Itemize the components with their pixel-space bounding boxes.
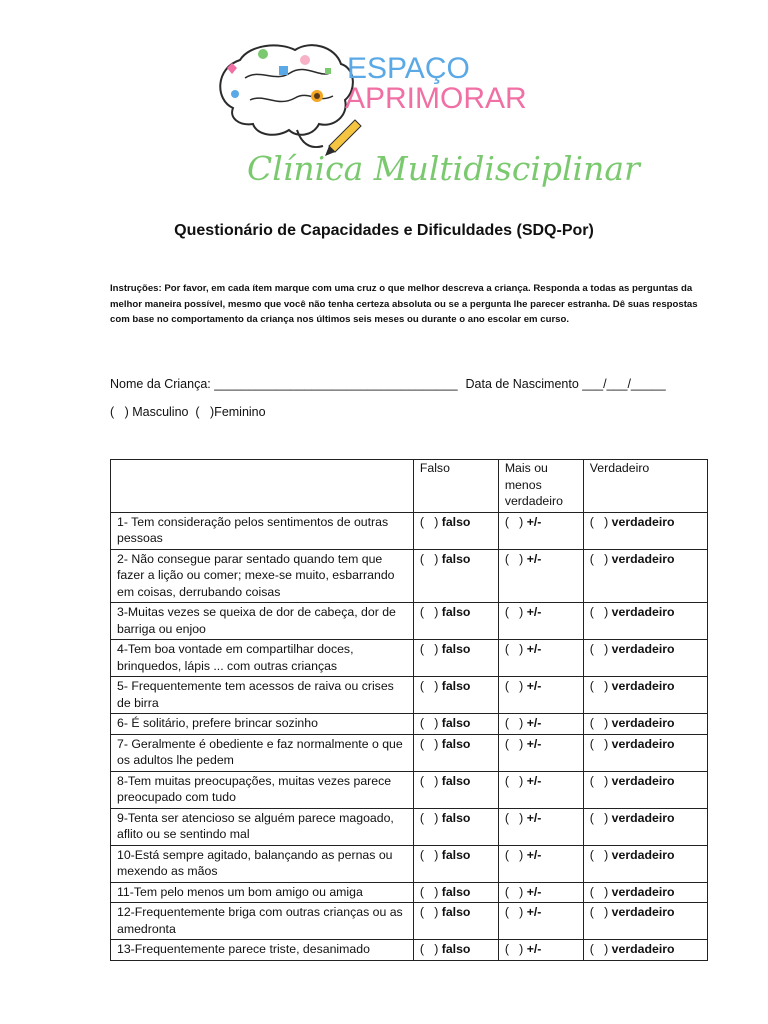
option-verdadeiro-cell: [583, 603, 707, 640]
option-verdadeiro-checkbox[interactable]: [590, 774, 675, 788]
option-verdadeiro-checkbox[interactable]: [590, 885, 675, 899]
option-verdadeiro-checkbox[interactable]: [590, 848, 675, 862]
question-text: 11-Tem pelo menos um bom amigo ou amiga: [111, 882, 414, 903]
option-falso-checkbox[interactable]: [420, 679, 471, 693]
clinic-logo: [205, 38, 640, 206]
option-mais-ou-menos-checkbox[interactable]: [505, 848, 542, 862]
option-falso-cell: [413, 734, 498, 771]
option-verdadeiro-cell: [583, 677, 707, 714]
option-mais-ou-menos-checkbox[interactable]: [505, 716, 542, 730]
instructions-text: Instruções: Por favor, em cada ítem marque com uma cruz o que melhor descreva a criança. Responda a todas as perguntas da melhor maneira possível, mesmo que você não tenha certeza absoluta ou se a pergunta lhe parecer estranha. Dê suas respostas com base no comportamento da criança nos últimos seis meses ou durante o ano escolar em curso.: [110, 283, 698, 325]
option-falso-cell: [413, 903, 498, 940]
option-label: +/-: [526, 810, 542, 825]
brain-logo-graphic: [205, 38, 640, 206]
option-verdadeiro-cell: [583, 512, 707, 549]
question-text: 12-Frequentemente briga com outras crianças ou as amedronta: [111, 903, 414, 940]
option-label: falso: [441, 716, 471, 730]
table-row: [111, 640, 708, 677]
option-falso-checkbox[interactable]: [420, 605, 471, 619]
question-text: 6- É solitário, prefere brincar sozinho: [111, 714, 414, 735]
checkbox-parens: ( ): [589, 773, 609, 788]
option-mais-ou-menos-cell: [498, 845, 583, 882]
checkbox-parens: ( ): [419, 642, 439, 656]
option-mais-ou-menos-checkbox[interactable]: [505, 905, 542, 919]
option-mais-ou-menos-checkbox[interactable]: [505, 811, 542, 825]
option-verdadeiro-checkbox[interactable]: [590, 605, 675, 619]
option-falso-checkbox[interactable]: [420, 737, 471, 751]
checkbox-parens: ( ): [419, 810, 439, 825]
option-label: +/-: [526, 884, 542, 899]
option-verdadeiro-checkbox[interactable]: [590, 737, 675, 751]
option-mais-ou-menos-cell: [498, 903, 583, 940]
option-verdadeiro-cell: [583, 640, 707, 677]
option-mais-ou-menos-checkbox[interactable]: [505, 774, 542, 788]
option-mais-ou-menos-checkbox[interactable]: [505, 515, 542, 529]
option-label: verdadeiro: [611, 551, 675, 566]
option-label: +/-: [526, 905, 542, 919]
option-label: falso: [441, 605, 471, 619]
option-label: +/-: [526, 605, 542, 619]
option-label: verdadeiro: [611, 884, 675, 899]
option-mais-ou-menos-cell: [498, 714, 583, 735]
header-mais-ou-menos: Mais ou menos verdadeiro: [498, 460, 583, 513]
option-label: falso: [441, 847, 471, 862]
option-verdadeiro-checkbox[interactable]: [590, 716, 675, 730]
logo-line1: ESPAÇO: [347, 52, 470, 85]
question-text: 2- Não consegue parar sentado quando tem que fazer a lição ou comer; mexe-se muito, esbarrando em coisas, derrubando coisas: [111, 549, 414, 603]
gender-field[interactable]: ( ) Masculino ( )Feminino: [110, 405, 266, 419]
checkbox-parens: ( ): [589, 942, 609, 956]
option-label: +/-: [526, 514, 542, 529]
question-text: 3-Muitas vezes se queixa de dor de cabeça, dor de barriga ou enjoo: [111, 603, 414, 640]
checkbox-parens: ( ): [504, 810, 524, 825]
option-label: verdadeiro: [611, 514, 675, 529]
option-mais-ou-menos-checkbox[interactable]: [505, 679, 542, 693]
option-label: falso: [441, 642, 471, 656]
option-label: +/-: [526, 773, 542, 788]
option-verdadeiro-checkbox[interactable]: [590, 515, 675, 529]
option-label: +/-: [526, 551, 542, 566]
checkbox-parens: ( ): [504, 884, 524, 899]
table-row: [111, 714, 708, 735]
checkbox-parens: ( ): [589, 810, 609, 825]
option-mais-ou-menos-cell: [498, 940, 583, 961]
checkbox-parens: ( ): [504, 905, 524, 919]
table-header-row: [111, 460, 708, 513]
option-label: falso: [441, 942, 471, 956]
checkbox-parens: ( ): [419, 773, 439, 788]
table-row: [111, 603, 708, 640]
page-title: Questionário de Capacidades e Dificuldades (SDQ-Por): [174, 222, 594, 239]
checkbox-parens: ( ): [504, 847, 524, 862]
header-falso: Falso: [413, 460, 498, 513]
logo-line2: APRIMORAR: [345, 82, 527, 115]
option-verdadeiro-checkbox[interactable]: [590, 679, 675, 693]
option-label: verdadeiro: [611, 736, 675, 751]
option-label: falso: [441, 514, 471, 529]
checkbox-parens: ( ): [589, 605, 609, 619]
option-verdadeiro-cell: [583, 714, 707, 735]
checkbox-parens: ( ): [419, 736, 439, 751]
option-mais-ou-menos-cell: [498, 549, 583, 603]
option-falso-checkbox[interactable]: [420, 642, 471, 656]
option-falso-cell: [413, 808, 498, 845]
option-label: verdadeiro: [611, 942, 675, 956]
table-row: [111, 512, 708, 549]
option-mais-ou-menos-cell: [498, 603, 583, 640]
option-mais-ou-menos-checkbox[interactable]: [505, 552, 542, 566]
checkbox-parens: ( ): [589, 642, 609, 656]
option-mais-ou-menos-cell: [498, 640, 583, 677]
option-falso-cell: [413, 882, 498, 903]
option-falso-checkbox[interactable]: [420, 885, 471, 899]
header-verdadeiro: Verdadeiro: [583, 460, 707, 513]
option-mais-ou-menos-checkbox[interactable]: [505, 737, 542, 751]
checkbox-parens: ( ): [504, 514, 524, 529]
option-falso-cell: [413, 714, 498, 735]
checkbox-parens: ( ): [589, 884, 609, 899]
checkbox-parens: ( ): [419, 514, 439, 529]
option-mais-ou-menos-checkbox[interactable]: [505, 942, 542, 956]
table-row: [111, 882, 708, 903]
table-row: [111, 903, 708, 940]
option-falso-cell: [413, 845, 498, 882]
table-row: [111, 549, 708, 603]
table-row: [111, 808, 708, 845]
option-mais-ou-menos-cell: [498, 771, 583, 808]
option-verdadeiro-checkbox[interactable]: [590, 552, 675, 566]
checkbox-parens: ( ): [419, 679, 439, 693]
checkbox-parens: ( ): [589, 514, 609, 529]
option-verdadeiro-cell: [583, 940, 707, 961]
checkbox-parens: ( ): [589, 736, 609, 751]
option-verdadeiro-checkbox[interactable]: [590, 642, 675, 656]
option-mais-ou-menos-checkbox[interactable]: [505, 885, 542, 899]
option-falso-cell: [413, 940, 498, 961]
option-label: verdadeiro: [611, 905, 675, 919]
checkbox-parens: ( ): [504, 642, 524, 656]
option-label: +/-: [526, 679, 542, 693]
option-mais-ou-menos-checkbox[interactable]: [505, 642, 542, 656]
checkbox-parens: ( ): [419, 884, 439, 899]
option-falso-checkbox[interactable]: [420, 848, 471, 862]
option-label: verdadeiro: [611, 773, 675, 788]
child-name-field[interactable]: Nome da Criança: ___________________________________: [110, 377, 458, 391]
checkbox-parens: ( ): [589, 847, 609, 862]
option-label: falso: [441, 905, 471, 919]
option-label: +/-: [526, 716, 542, 730]
option-falso-checkbox[interactable]: [420, 515, 471, 529]
option-label: verdadeiro: [611, 716, 675, 730]
logo-subtitle: Clínica Multidisciplinar: [247, 149, 640, 188]
option-mais-ou-menos-cell: [498, 808, 583, 845]
option-falso-cell: [413, 771, 498, 808]
sdq-table: [110, 459, 708, 961]
option-falso-checkbox[interactable]: [420, 811, 471, 825]
option-label: falso: [441, 551, 471, 566]
option-verdadeiro-cell: [583, 549, 707, 603]
checkbox-parens: ( ): [504, 551, 524, 566]
checkbox-parens: ( ): [589, 716, 609, 730]
option-label: +/-: [526, 642, 542, 656]
checkbox-parens: ( ): [504, 942, 524, 956]
option-label: verdadeiro: [611, 847, 675, 862]
option-label: verdadeiro: [611, 679, 675, 693]
table-row: [111, 677, 708, 714]
table-row: [111, 734, 708, 771]
question-text: 9-Tenta ser atencioso se alguém parece magoado, aflito ou se sentindo mal: [111, 808, 414, 845]
checkbox-parens: ( ): [589, 679, 609, 693]
option-falso-cell: [413, 512, 498, 549]
option-mais-ou-menos-cell: [498, 677, 583, 714]
option-label: falso: [441, 736, 471, 751]
table-row: [111, 845, 708, 882]
option-falso-checkbox[interactable]: [420, 905, 471, 919]
option-label: falso: [441, 773, 471, 788]
birth-date-field[interactable]: Data de Nascimento ___/___/_____: [465, 377, 666, 391]
option-falso-checkbox[interactable]: [420, 716, 471, 730]
option-label: falso: [441, 884, 471, 899]
option-mais-ou-menos-cell: [498, 512, 583, 549]
option-verdadeiro-cell: [583, 903, 707, 940]
option-verdadeiro-cell: [583, 808, 707, 845]
option-falso-cell: [413, 549, 498, 603]
option-label: +/-: [526, 736, 542, 751]
table-row: [111, 940, 708, 961]
option-falso-cell: [413, 677, 498, 714]
checkbox-parens: ( ): [504, 679, 524, 693]
option-verdadeiro-checkbox[interactable]: [590, 905, 675, 919]
option-label: +/-: [526, 847, 542, 862]
question-text: 1- Tem consideração pelos sentimentos de outras pessoas: [111, 512, 414, 549]
option-label: falso: [441, 810, 471, 825]
option-label: +/-: [526, 942, 542, 956]
option-verdadeiro-cell: [583, 771, 707, 808]
option-verdadeiro-checkbox[interactable]: [590, 942, 675, 956]
question-text: 10-Está sempre agitado, balançando as pernas ou mexendo as mãos: [111, 845, 414, 882]
table-row: [111, 771, 708, 808]
option-falso-cell: [413, 603, 498, 640]
checkbox-parens: ( ): [504, 773, 524, 788]
option-falso-checkbox[interactable]: [420, 552, 471, 566]
checkbox-parens: ( ): [504, 716, 524, 730]
option-label: falso: [441, 679, 471, 693]
question-text: 4-Tem boa vontade em compartilhar doces, brinquedos, lápis ... com outras crianças: [111, 640, 414, 677]
option-label: verdadeiro: [611, 605, 675, 619]
header-question: [111, 460, 414, 513]
checkbox-parens: ( ): [419, 942, 439, 956]
checkbox-parens: ( ): [419, 905, 439, 919]
option-falso-checkbox[interactable]: [420, 942, 471, 956]
question-text: 7- Geralmente é obediente e faz normalmente o que os adultos lhe pedem: [111, 734, 414, 771]
option-verdadeiro-cell: [583, 882, 707, 903]
option-mais-ou-menos-cell: [498, 734, 583, 771]
checkbox-parens: ( ): [419, 551, 439, 566]
checkbox-parens: ( ): [589, 905, 609, 919]
option-verdadeiro-checkbox[interactable]: [590, 811, 675, 825]
checkbox-parens: ( ): [504, 605, 524, 619]
checkbox-parens: ( ): [504, 736, 524, 751]
question-text: 5- Frequentemente tem acessos de raiva ou crises de birra: [111, 677, 414, 714]
option-label: verdadeiro: [611, 642, 675, 656]
question-text: 8-Tem muitas preocupações, muitas vezes parece preocupado com tudo: [111, 771, 414, 808]
checkbox-parens: ( ): [589, 551, 609, 566]
option-verdadeiro-cell: [583, 734, 707, 771]
option-label: verdadeiro: [611, 810, 675, 825]
checkbox-parens: ( ): [419, 605, 439, 619]
question-text: 13-Frequentemente parece triste, desanimado: [111, 940, 414, 961]
checkbox-parens: ( ): [419, 716, 439, 730]
option-falso-cell: [413, 640, 498, 677]
checkbox-parens: ( ): [419, 847, 439, 862]
name-dob-line: [110, 377, 666, 391]
option-mais-ou-menos-checkbox[interactable]: [505, 605, 542, 619]
option-falso-checkbox[interactable]: [420, 774, 471, 788]
option-mais-ou-menos-cell: [498, 882, 583, 903]
option-verdadeiro-cell: [583, 845, 707, 882]
